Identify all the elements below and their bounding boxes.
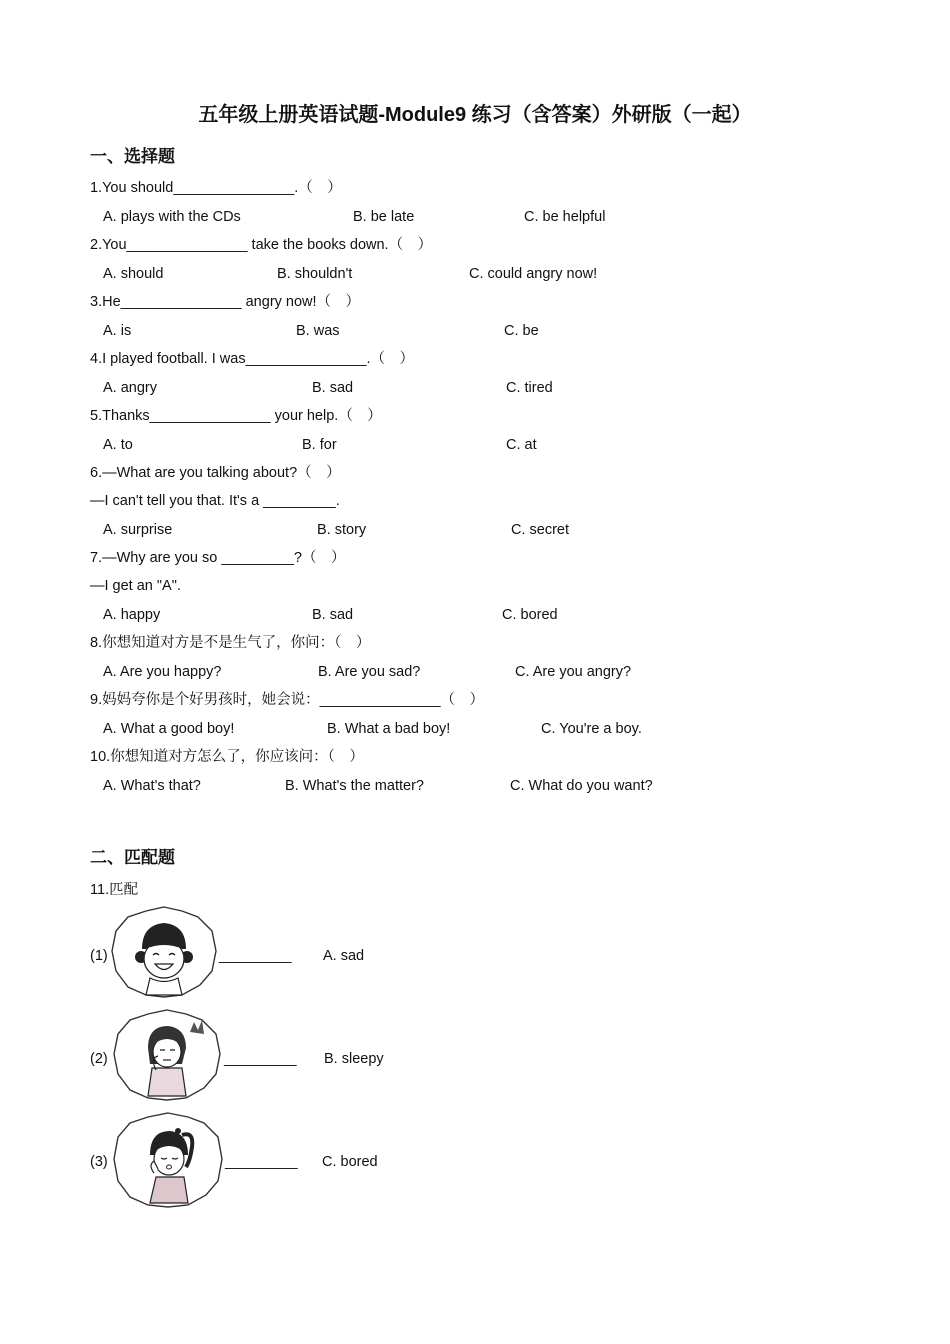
question-6: 6.—What are you talking about?（ ） bbox=[90, 465, 341, 481]
page-title: 五年级上册英语试题-Module9 练习（含答案）外研版（一起） bbox=[198, 104, 752, 126]
q1-option-b: B. be late bbox=[353, 209, 415, 225]
q5-option-c: C. at bbox=[506, 437, 537, 453]
q10-option-a: A. What's that? bbox=[103, 778, 201, 794]
question-5: 5.Thanks_______________ your help.（ ） bbox=[90, 408, 382, 424]
sleepy-girl-picture bbox=[110, 1111, 226, 1209]
match-1-label: (1) bbox=[90, 948, 108, 964]
match-option-c: C. bored bbox=[322, 1154, 378, 1170]
q4-option-b: B. sad bbox=[312, 380, 354, 396]
q2-option-a: A. should bbox=[103, 266, 164, 282]
q6-option-b: B. story bbox=[317, 522, 367, 538]
q7-option-a: A. happy bbox=[103, 607, 161, 623]
q4-option-c: C. tired bbox=[506, 380, 553, 396]
question-10: 10.你想知道对方怎么了，你应该问：（ ） bbox=[90, 749, 364, 765]
happy-girl-picture bbox=[108, 905, 220, 999]
bored-girl-picture bbox=[110, 1008, 224, 1102]
q10-option-c: C. What do you want? bbox=[510, 778, 653, 794]
q8-option-b: B. Are you sad? bbox=[318, 664, 421, 680]
q3-option-a: A. is bbox=[103, 323, 132, 339]
q1-option-a: A. plays with the CDs bbox=[103, 209, 241, 225]
question-11: 11.匹配 bbox=[90, 882, 139, 898]
q6-option-a: A. surprise bbox=[103, 522, 173, 538]
match-2-label: (2) bbox=[90, 1051, 108, 1067]
q9-option-b: B. What a bad boy! bbox=[327, 721, 451, 737]
match-3-blank[interactable]: _________ bbox=[225, 1154, 298, 1170]
question-3: 3.He_______________ angry now!（ ） bbox=[90, 294, 361, 310]
q1-option-c: C. be helpful bbox=[524, 209, 606, 225]
match-2-blank[interactable]: _________ bbox=[224, 1051, 297, 1067]
q5-option-b: B. for bbox=[302, 437, 337, 453]
q7-option-b: B. sad bbox=[312, 607, 354, 623]
q6-option-c: C. secret bbox=[511, 522, 570, 538]
q4-option-a: A. angry bbox=[103, 380, 157, 396]
question-6-reply: —I can't tell you that. It's a _________. bbox=[90, 493, 340, 509]
question-8: 8.你想知道对方是不是生气了，你问：（ ） bbox=[90, 635, 371, 651]
q3-option-c: C. be bbox=[504, 323, 539, 339]
q9-option-a: A. What a good boy! bbox=[103, 721, 235, 737]
question-2: 2.You_______________ take the books down.（ ） bbox=[90, 237, 433, 253]
question-1: 1.You should_______________.（ ） bbox=[90, 180, 342, 196]
question-4: 4.I played football. I was_______________.（ ） bbox=[90, 351, 415, 367]
match-1-blank[interactable]: _________ bbox=[219, 948, 292, 964]
match-option-a: A. sad bbox=[323, 948, 365, 964]
q7-option-c: C. bored bbox=[502, 607, 558, 623]
q8-option-a: A. Are you happy? bbox=[103, 664, 222, 680]
q10-option-b: B. What's the matter? bbox=[285, 778, 424, 794]
question-7: 7.—Why are you so _________?（ ） bbox=[90, 550, 346, 566]
question-7-reply: —I get an "A". bbox=[90, 578, 181, 594]
q2-option-b: B. shouldn't bbox=[277, 266, 353, 282]
q3-option-b: B. was bbox=[296, 323, 340, 339]
q5-option-a: A. to bbox=[103, 437, 133, 453]
question-9: 9.妈妈夸你是个好男孩时，她会说：_______________（ ） bbox=[90, 692, 485, 708]
q8-option-c: C. Are you angry? bbox=[515, 664, 632, 680]
q2-option-c: C. could angry now! bbox=[469, 266, 598, 282]
section-matching-heading: 二、匹配题 bbox=[90, 848, 175, 867]
match-option-b: B. sleepy bbox=[324, 1051, 384, 1067]
q9-option-c: C. You're a boy. bbox=[541, 721, 642, 737]
section-choice-heading: 一、选择题 bbox=[90, 147, 175, 166]
match-3-label: (3) bbox=[90, 1154, 108, 1170]
